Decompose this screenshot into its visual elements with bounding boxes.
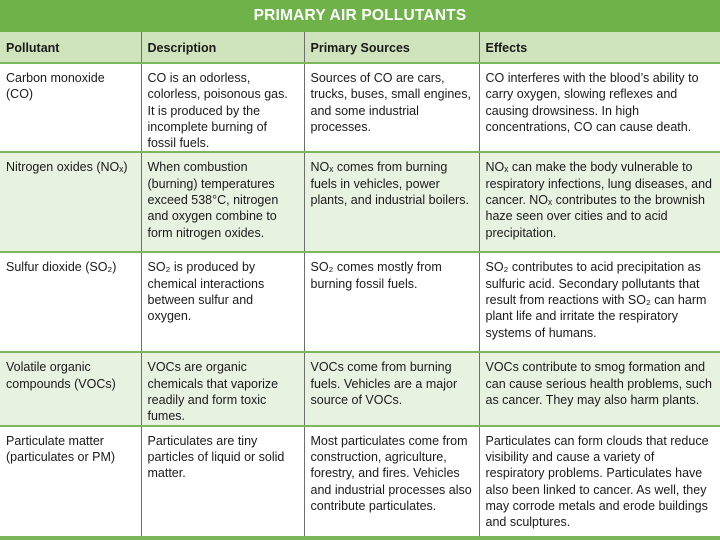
cell-description: SO₂ is produced by chemical interactions between sulfur and oxygen. [141, 252, 304, 352]
cell-pollutant: Carbon monoxide (CO) [0, 63, 141, 152]
cell-sources: NOₓ comes from burning fuels in vehicles, power plants, and industrial boilers. [304, 152, 479, 252]
cell-effects: NOₓ can make the body vulnerable to respiratory infections, lung diseases, and cancer. NOₓ contributes to the brownish haze seen over cities and to acid precipitation. [485, 160, 713, 240]
cell-sources: Most particulates come from construction, agriculture, forestry, and fires. Vehicles and industrial processes also contribute particulates. [304, 426, 479, 540]
cell-pollutant: Nitrogen oxides (NOₓ) [0, 152, 141, 252]
cell-description: VOCs are organic chemicals that vaporize readily and form toxic fumes. [141, 352, 304, 425]
header-effects: Effects [479, 32, 720, 63]
cell-effects: VOCs contribute to smog formation and can cause serious health problems, such as cancer. They may also harm plants. [485, 360, 713, 408]
cell-pollutant: Sulfur dioxide (SO₂) [0, 252, 141, 352]
cell-description: CO is an odorless, colorless, poisonous gas. It is produced by the incomplete burning of fossil fuels. [141, 63, 304, 152]
header-row [0, 32, 720, 63]
cell-description: Particulates are tiny particles of liquid or solid matter. [141, 426, 304, 540]
cell-description: When combustion (burning) temperatures exceed 538°C, nitrogen and oxygen combine to form nitrogen oxides. [141, 152, 304, 252]
cell-sources: SO₂ comes mostly from burning fossil fuels. [304, 252, 479, 352]
cell-effects: Particulates can form clouds that reduce visibility and cause a variety of respiratory problems. Particulates have also been linked to cancer. As well, they may corrode metals and erode buildings and sculptures. [485, 433, 709, 530]
cell-pollutant: Particulate matter (particulates or PM) [0, 426, 141, 540]
table-row [0, 152, 720, 252]
cell-effects: CO interferes with the blood’s ability to carry oxygen, slowing reflexes and causing drowsiness. In high concentrations, CO can cause death. [485, 71, 699, 134]
header-primary-sources: Primary Sources [304, 32, 479, 63]
cell-sources: VOCs come from burning fuels. Vehicles are a major source of VOCs. [304, 352, 479, 425]
cell-effects: SO₂ contributes to acid precipitation as sulfuric acid. Secondary pollutants that result from reactions with SO₂ can harm plant life and irritate the respiratory systems of humans. [485, 260, 707, 340]
bottom-divider [0, 536, 720, 540]
cell-pollutant: Volatile organic compounds (VOCs) [0, 352, 141, 425]
header-pollutant: Pollutant [0, 32, 141, 63]
table-row [0, 63, 720, 152]
pollutants-table [0, 32, 720, 540]
table-row [0, 352, 720, 425]
cell-sources: Sources of CO are cars, trucks, buses, small engines, and some industrial processes. [304, 63, 479, 152]
table-title: PRIMARY AIR POLLUTANTS [0, 0, 720, 32]
table-row [0, 252, 720, 352]
table-row [0, 426, 720, 540]
header-description: Description [141, 32, 304, 63]
